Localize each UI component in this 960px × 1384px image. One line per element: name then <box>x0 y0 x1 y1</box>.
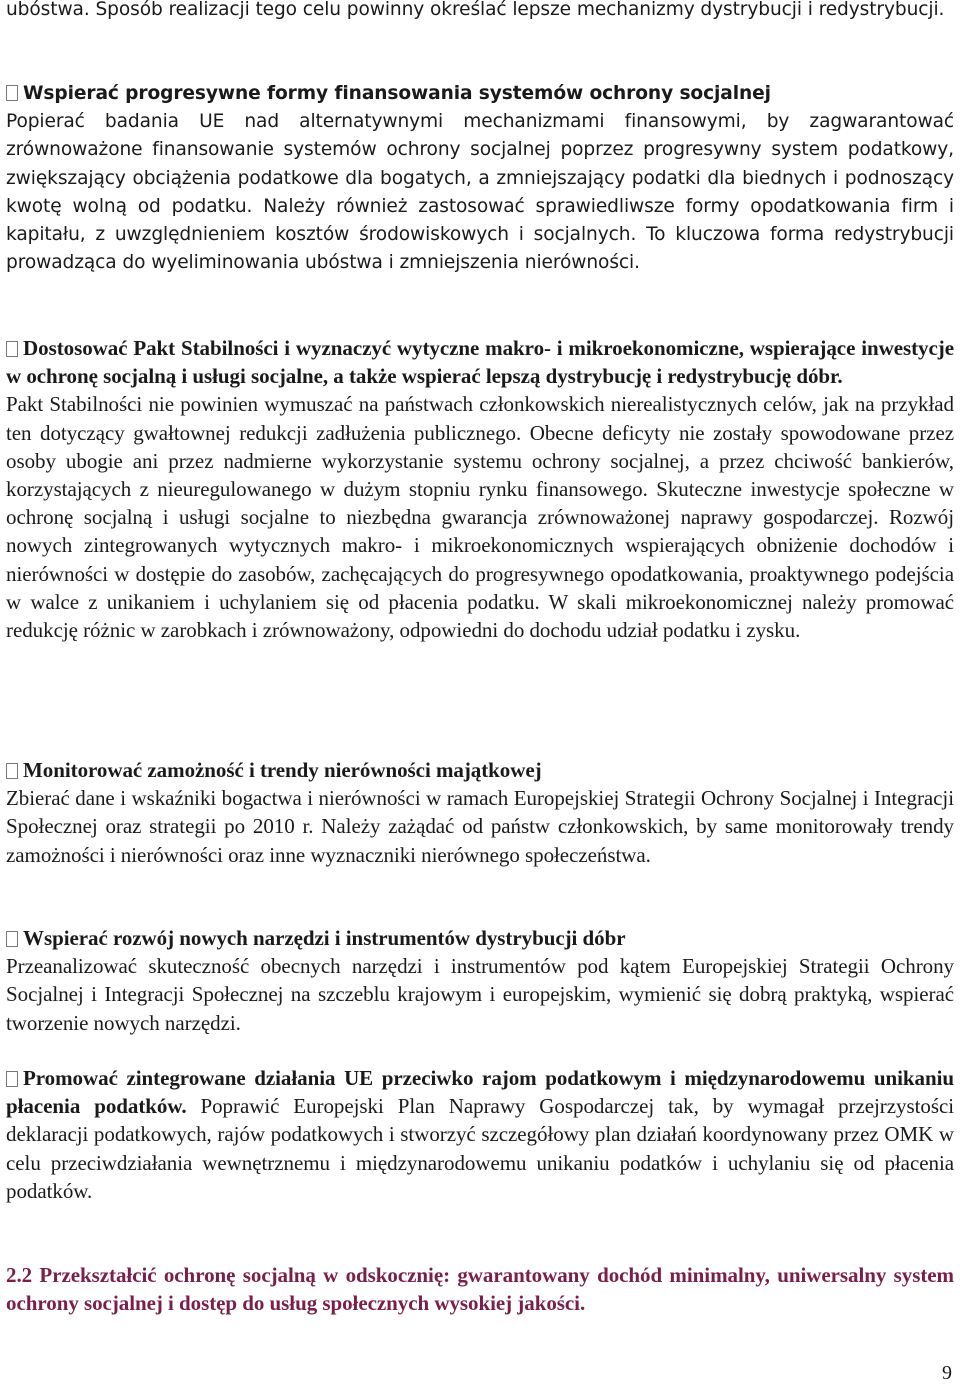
checkbox-bullet-icon <box>6 341 18 357</box>
checkbox-bullet-icon <box>6 1071 18 1087</box>
item-heading: Dostosować Pakt Stabilności i wyznaczyć wytyczne makro- i mikroekonomiczne, wspierające inwestycje w ochronę socjalną i usługi socjalne, a także wspierać lepszą dystrybucję i redystrybucję dóbr. <box>6 336 954 389</box>
item-monitor-wealth <box>6 756 954 869</box>
item-stability-pact <box>6 334 954 644</box>
item-body: Przeanalizować skuteczność obecnych narzędzi i instrumentów pod kątem Europejskiej Strategii Ochrony Socjalnej i Integracji Społecznej na szczeblu krajowym i europejskim, wymienić się dobrą praktyką, wspierać tworzenie nowych narzędzi. <box>6 954 954 1035</box>
item-paragraph <box>6 334 954 390</box>
checkbox-bullet-icon <box>6 931 18 947</box>
item-body: Pakt Stabilności nie powinien wymuszać na państwach członkowskich nierealistycznych celów, jak na przykład ten dotyczący gwałtownej redukcji zadłużenia publicznego. Obecne deficyty nie zostały spowodowane przez osoby ubogie ani przez nadmierne wykorzystanie systemu ochrony socjalnej, a przez chciwość bankierów, korzystających z nieuregulowanego w dużym stopniu rynku finansowego. Skuteczne inwestycje społeczne w ochronę socjalną i usługi socjalne to niezbędna gwarancja zrównoważonej naprawy gospodarczej. Rozwój nowych zintegrowanych wytycznych makro- i mikroekonomicznych wspierających obniżenie dochodów i nierówności w dostępie do zasobów, zachęcających do progresywnego opodatkowania, proaktywnego podejścia w walce z unikaniem i uchylaniem się od płacenia podatku. W skali mikroekonomicznej należy promować redukcję różnic w zarobkach i zrównoważony, odpowiedni do dochodu udział podatku i zysku. <box>6 392 954 643</box>
item-body-text: Popierać badania UE nad alternatywnymi mechanizmami finansowymi, by zagwarantować zrównoważone finansowanie systemów ochrony socjalnej poprzez progresywny system podatkowy, zwiększający obciążenia podatkowe dla bogatych, a zmniejszający podatki dla biednych i podnoszący kwotę wolną od podatku. <box>6 111 954 217</box>
item-body: Poprawić Europejski Plan Naprawy Gospodarczej tak, by wymagał przejrzystości deklaracji podatkowych, rajów podatkowych i stworzyć szczegółowy plan działań koordynowany przez OMK w celu przeciwdziałania wewnętrznemu i międzynarodowemu unikaniu podatków i uchylaniu się od płacenia podatków. <box>6 1094 955 1203</box>
item-heading: Wspierać rozwój nowych narzędzi i instrumentów dystrybucji dóbr <box>23 926 626 950</box>
item-heading: Monitorować zamożność i trendy nierówności majątkowej <box>23 758 542 782</box>
item-paragraph <box>6 924 954 952</box>
item-body: Zbierać dane i wskaźniki bogactwa i nierówności w ramach Europejskiej Strategii Ochrony Socjalnej i Integracji Społecznej oraz strategii po 2010 r. Należy zażądać od państw członkowskich, by same monitorowały trendy zamożności i nierówności oraz inne wyznaczniki nierównego społeczeństwa. <box>6 786 954 867</box>
item-body-text-2: Należy również zastosować sprawiedliwsze formy opodatkowania firm i kapitału, z uwzględnieniem kosztów środowiskowych i socjalnych. To kluczowa forma redystrybucji prowadząca do wyeliminowania ubóstwa i zmniejszenia nierówności. <box>6 195 954 274</box>
page-number: 9 <box>942 1362 952 1384</box>
item-heading: Promować zintegrowane działania UE przeciwko rajom podatkowym i międzynarodowemu unikaniu płacenia podatków. <box>6 1066 954 1119</box>
item-paragraph <box>6 756 954 784</box>
intro-paragraph: ubóstwa. Sposób realizacji tego celu powinny określać lepsze mechanizmy dystrybucji i redystrybucji. <box>6 0 945 20</box>
item-paragraph <box>6 80 954 108</box>
checkbox-bullet-icon <box>6 85 18 101</box>
section-title: 2.2 Przekształcić ochronę socjalną w odskocznię: gwarantowany dochód minimalny, uniwersalny system ochrony socjalnej i dostęp do usług społecznych wysokiej jakości. <box>6 1263 954 1316</box>
item-paragraph <box>6 1064 954 1205</box>
item-new-tools <box>6 924 954 1037</box>
checkbox-bullet-icon <box>6 763 18 779</box>
item-heading: Wspierać progresywne formy finansowania systemów ochrony socjalnej <box>23 83 771 104</box>
item-tax-havens <box>6 1064 954 1205</box>
item-progressive-financing <box>6 80 954 277</box>
item-body <box>6 108 954 277</box>
